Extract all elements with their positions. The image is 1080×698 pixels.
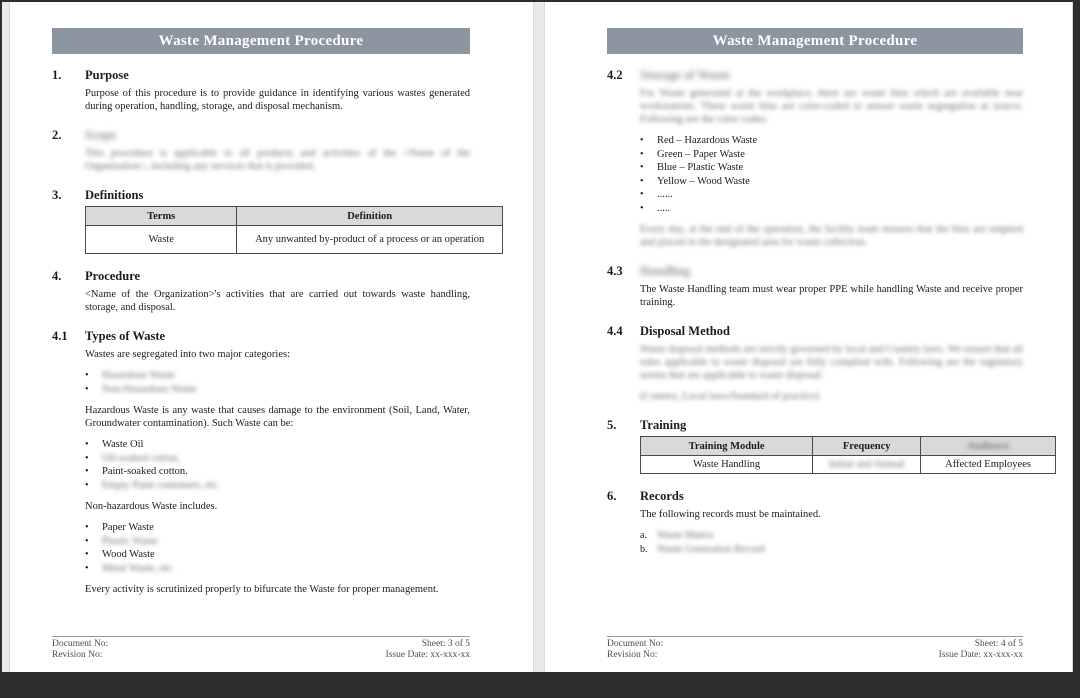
bullet-icon: •: [85, 522, 89, 533]
issue-date-label: Issue Date: xx-xxx-xx: [938, 650, 1023, 660]
section-heading-text: Records: [640, 489, 684, 503]
table-head: [641, 437, 1056, 456]
table-header-text: Audience: [967, 440, 1010, 452]
list-item: [640, 134, 1023, 148]
table-header-cell: [237, 207, 503, 226]
list-item-text: .....: [657, 202, 671, 214]
page-inner: [10, 28, 533, 698]
paragraph: Every day, at the end of the operation, the facility team ensures that the bins are emptied and placed in the designated area for waste collection.: [640, 224, 1023, 248]
sheet-label: Sheet: 3 of 5: [421, 639, 470, 649]
document-no-label: Document No:: [607, 639, 664, 649]
table-header-text: Frequency: [842, 440, 891, 452]
paragraph: The following records must be maintained.: [640, 509, 821, 520]
paragraph: (Country, Local laws/Standard of practice): [640, 391, 820, 402]
paragraph: The Waste Handling team must wear proper PPE while handling Waste and receive proper training.: [640, 284, 1023, 308]
bullet-icon: •: [85, 383, 89, 395]
definitions-table: [85, 206, 503, 254]
title-banner: [52, 28, 470, 54]
paragraph: Wastes are segregated into two major categories:: [85, 349, 290, 360]
document-no-label: Document No:: [52, 639, 109, 649]
page-footer: [607, 636, 1023, 661]
section-heading: [607, 323, 1023, 339]
table-header-text: Training Module: [688, 440, 765, 452]
bullet-icon: •: [85, 466, 89, 477]
table-body: [641, 456, 1056, 474]
table-cell-text: Waste: [148, 234, 174, 245]
bullet-list: [85, 369, 470, 396]
bullet-icon: •: [85, 535, 89, 547]
table-cell: [641, 456, 813, 474]
bullet-icon: •: [640, 148, 644, 160]
list-item-text: Green – Paper Waste: [657, 148, 745, 160]
section-heading: [607, 67, 1023, 83]
section-number: 4.3: [607, 264, 623, 278]
paragraph: Purpose of this procedure is to provide guidance in identifying various wastes generated during operation, handling, storage, and disposal mechanism.: [85, 88, 470, 112]
section-heading-text: Types of Waste: [85, 329, 166, 343]
bullet-list: [85, 521, 470, 575]
list-item: [85, 562, 470, 576]
list-item: [640, 148, 1023, 162]
revision-no-label: Revision No:: [52, 650, 103, 660]
table-head: [86, 207, 503, 226]
table-header-cell: [86, 207, 237, 226]
table-cell: [86, 226, 237, 254]
paragraph: Non-hazardous Waste includes.: [85, 501, 218, 512]
list-item-text: Waste Oil: [102, 439, 144, 450]
list-item-text: Red – Hazardous Waste: [657, 135, 758, 146]
list-item: [640, 202, 1023, 216]
page-footer: [52, 636, 470, 661]
list-item: [85, 479, 470, 493]
section-number: 4.4: [607, 324, 623, 338]
list-item: [640, 543, 1023, 557]
page-content: [52, 67, 485, 596]
section-heading-text: Procedure: [85, 269, 141, 283]
section-heading-text: Storage of Waste: [640, 68, 731, 82]
section-number: 2.: [52, 128, 62, 142]
list-item: [85, 548, 470, 562]
paragraph: This procedure is applicable to all products and activities of the <Name of the Organization>, including any services that is provided.: [85, 148, 470, 172]
table-header-text: Terms: [147, 210, 176, 222]
paragraph: Waste disposal methods are strictly governed by local and Country laws. We ensure that all rules applicable to waste disposal are fully complied with. Following are the regulatory norms that are applicable to waste disposal:: [640, 344, 1023, 381]
table-header-cell: [921, 437, 1056, 456]
bullet-icon: •: [85, 370, 89, 381]
section-heading: [52, 328, 470, 344]
list-item-text: Metal Waste, etc.: [102, 562, 175, 574]
list-marker: a.: [640, 530, 647, 541]
bullet-list: [85, 438, 470, 492]
table-body: [86, 226, 503, 254]
paragraph: For Waste generated at the workplace, there are waste bins which are available near workstations. These waste bins are color-coded to ensure waste segregation at source. Following are the color codes:: [640, 88, 1023, 125]
bullet-icon: •: [85, 562, 89, 574]
list-marker: b.: [640, 543, 648, 555]
table-header-row: [641, 437, 1056, 456]
bullet-icon: •: [85, 452, 89, 464]
list-item-text: Wood Waste: [102, 549, 155, 560]
table-header-cell: [813, 437, 921, 456]
table-cell: [813, 456, 921, 474]
alpha-list: [640, 529, 1023, 556]
issue-date-label: Issue Date: xx-xxx-xx: [385, 650, 470, 660]
paragraph: Every activity is scrutinized properly to bifurcate the Waste for proper management.: [85, 584, 439, 595]
bullet-list: [640, 134, 1023, 215]
list-item-text: Non-Hazardous Waste: [102, 383, 197, 395]
table-header-text: Definition: [347, 210, 393, 222]
list-item-text: Yellow – Wood Waste: [657, 175, 750, 187]
bullet-icon: •: [85, 549, 89, 560]
section-number: 5.: [607, 418, 617, 432]
list-item: [85, 521, 470, 535]
section-heading: [52, 127, 470, 143]
section-heading: [607, 263, 1023, 279]
table-header-row: [86, 207, 503, 226]
table-row: [86, 226, 503, 254]
table-cell: [237, 226, 503, 254]
list-item-text: Paper Waste: [102, 522, 154, 533]
list-item-text: Waste Matrix: [657, 530, 714, 541]
title-banner: [607, 28, 1023, 54]
table-header-cell: [641, 437, 813, 456]
list-item: [85, 465, 470, 479]
list-item: [640, 161, 1023, 175]
section-number: 6.: [607, 489, 617, 503]
section-number: 4.1: [52, 329, 68, 343]
list-item: [640, 175, 1023, 189]
sheet-label: Sheet: 4 of 5: [974, 639, 1023, 649]
section-heading-text: Definitions: [85, 188, 144, 202]
table-cell-text: Waste Handling: [693, 459, 761, 470]
section-heading: [52, 187, 470, 203]
section-heading: [607, 417, 1023, 433]
bullet-icon: •: [640, 202, 644, 214]
bullet-icon: •: [640, 162, 644, 173]
document-canvas: [2, 2, 1073, 672]
section-heading-text: Disposal Method: [640, 324, 730, 338]
section-number: 3.: [52, 188, 62, 202]
footer-right: [386, 639, 470, 661]
section-heading-text: Training: [640, 418, 687, 432]
section-heading-text: Handling: [640, 264, 691, 278]
list-item: [85, 438, 470, 452]
footer-right: [939, 639, 1023, 661]
page-content: [607, 67, 1031, 556]
document-title: Waste Management Procedure: [712, 32, 918, 49]
table-cell-text: Initial and Annual: [828, 459, 905, 470]
section-number: 4.: [52, 269, 62, 283]
bullet-icon: •: [640, 135, 644, 146]
list-item-text: Waste Generation Record: [657, 543, 765, 555]
section-heading: [607, 488, 1023, 504]
list-item-text: Plastic Waste: [102, 535, 158, 547]
list-item-text: Hazardous Waste: [102, 370, 175, 381]
list-item: [85, 383, 470, 397]
list-item-text: Paint-soaked cotton.: [102, 466, 188, 477]
list-item: [85, 369, 470, 383]
section-heading: [52, 268, 470, 284]
list-item: [85, 452, 470, 466]
bullet-icon: •: [85, 439, 89, 450]
list-item-text: ......: [657, 189, 673, 200]
list-item: [85, 535, 470, 549]
page-inner: [545, 28, 1072, 698]
footer-left: [52, 639, 108, 661]
section-heading-text: Scope: [85, 128, 117, 142]
bullet-icon: •: [640, 189, 644, 200]
table-cell-text: Any unwanted by-product of a process or an operation: [255, 234, 485, 245]
list-item: [640, 529, 1023, 543]
table-row: [641, 456, 1056, 474]
revision-no-label: Revision No:: [607, 650, 658, 660]
document-page-4: [545, 2, 1072, 672]
section-number: 1.: [52, 68, 62, 82]
list-item: [640, 188, 1023, 202]
list-item-text: Empty Paint containers, etc.: [102, 479, 221, 491]
list-item-text: Oil-soaked cotton,: [102, 452, 180, 464]
section-number: 4.2: [607, 68, 623, 82]
table-cell: [921, 456, 1056, 474]
paragraph: <Name of the Organization>'s activities that are carried out towards waste handling, storage, and disposal.: [85, 289, 470, 313]
document-title: Waste Management Procedure: [158, 32, 364, 49]
paragraph: Hazardous Waste is any waste that causes damage to the environment (Soil, Land, Water, Groundwater contamination). Such Waste can be:: [85, 405, 470, 429]
section-heading-text: Purpose: [85, 68, 129, 82]
table-cell-text: Affected Employees: [945, 459, 1031, 470]
footer-left: [607, 639, 663, 661]
list-item-text: Blue – Plastic Waste: [657, 162, 744, 173]
bullet-icon: •: [640, 175, 644, 187]
training-table: [640, 436, 1056, 474]
bullet-icon: •: [85, 479, 89, 491]
section-heading: [52, 67, 470, 83]
document-page-3: [10, 2, 533, 672]
